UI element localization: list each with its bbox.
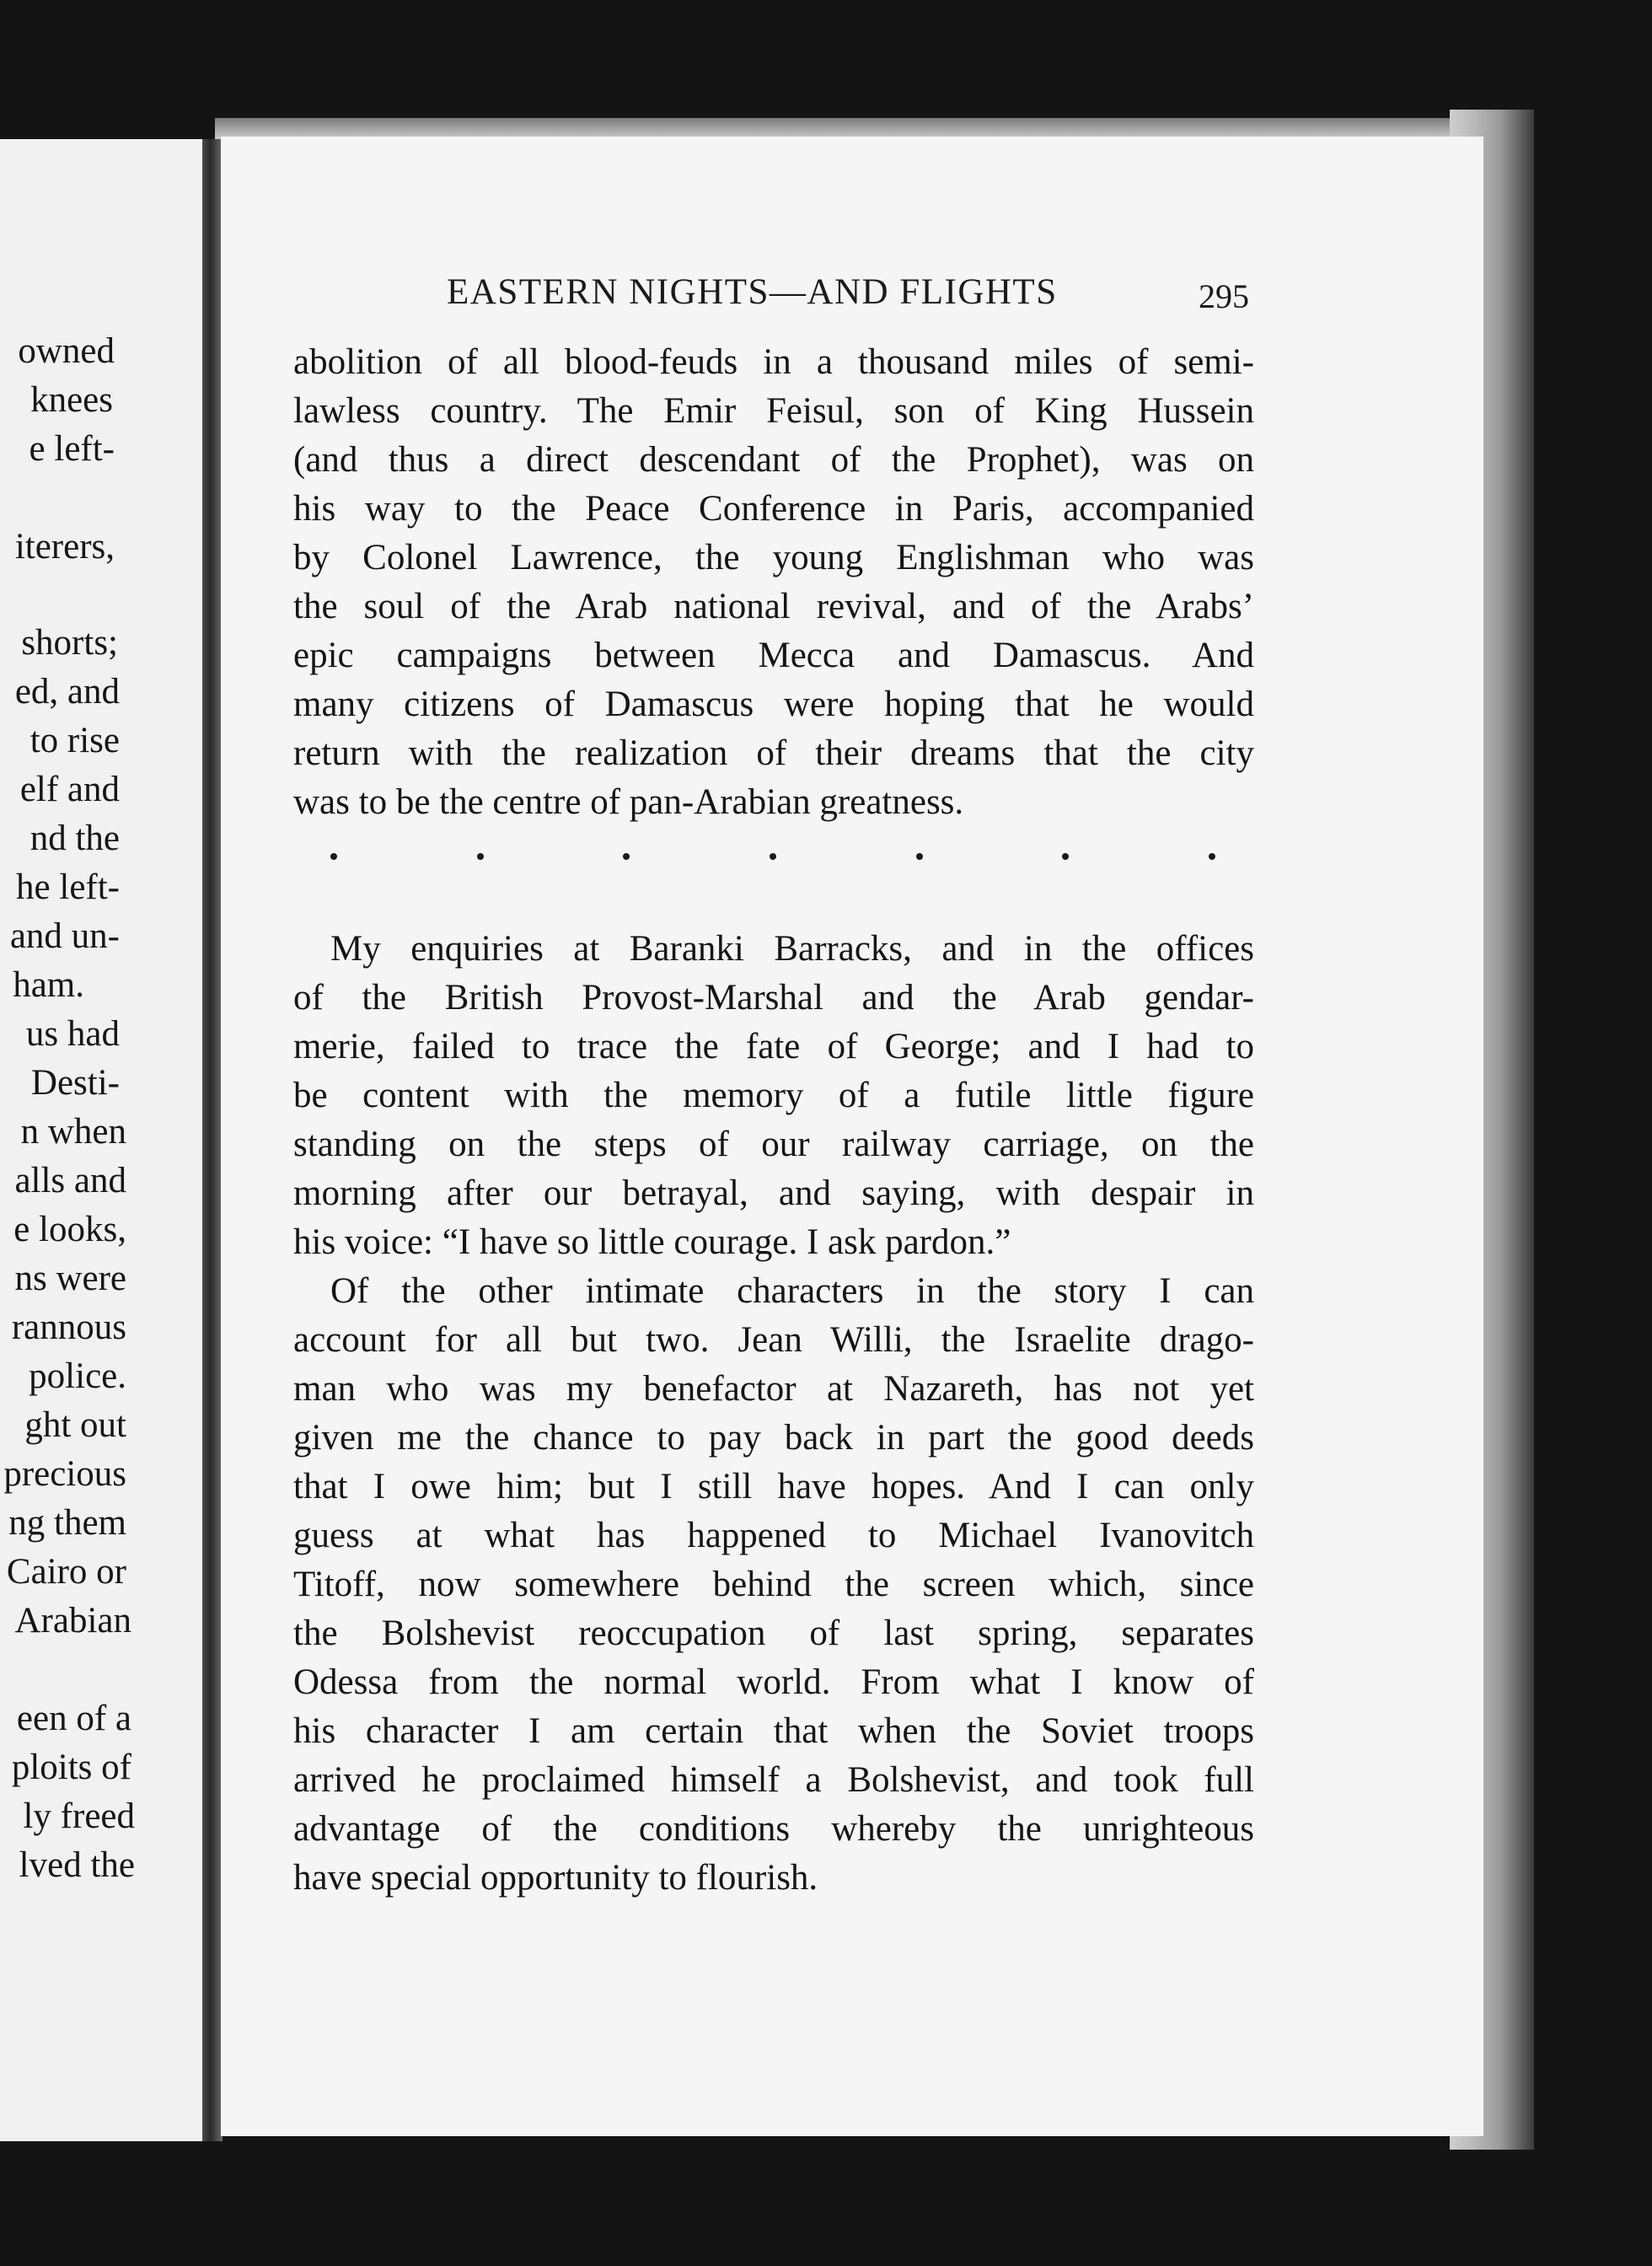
left-line-fragment: knees — [30, 380, 113, 420]
body-line: many citizens of Damascus were hoping that he would — [293, 685, 1254, 724]
left-line-fragment: een of a — [16, 1699, 131, 1738]
body-line: return with the realization of their dreams that the city — [293, 733, 1254, 773]
left-line-fragment: Desti- — [30, 1063, 120, 1103]
left-line-fragment: ploits of — [11, 1748, 131, 1787]
body-line: guess at what has happened to Michael Ivanovitch — [293, 1516, 1254, 1555]
body-line: abolition of all blood-feuds in a thousand miles of semi- — [293, 342, 1254, 382]
body-line: his voice: “I have so little courage. I ask pardon.” — [293, 1222, 1011, 1262]
body-line: the Bolshevist reoccupation of last spring, separates — [293, 1614, 1254, 1653]
body-line: Of the other intimate characters in the story I can — [330, 1271, 1254, 1311]
body-line: given me the chance to pay back in part the good deeds — [293, 1418, 1254, 1458]
body-line: be content with the memory of a futile little figure — [293, 1076, 1254, 1115]
left-line-fragment: alls and — [14, 1161, 126, 1200]
running-head: EASTERN NIGHTS—AND FLIGHTS — [447, 272, 1058, 312]
section-break-dot — [477, 853, 484, 860]
body-line: advantage of the conditions whereby the unrighteous — [293, 1809, 1254, 1849]
body-line: was to be the centre of pan-Arabian greatness. — [293, 782, 964, 822]
left-line-fragment: and un- — [9, 916, 120, 956]
body-line: his character I am certain that when the Soviet troops — [293, 1711, 1254, 1751]
left-line-fragment: owned — [18, 331, 115, 371]
left-line-fragment: us had — [25, 1014, 120, 1054]
body-line: his way to the Peace Conference in Paris, accompanied — [293, 489, 1254, 529]
left-line-fragment: he left- — [16, 867, 120, 907]
page-number: 295 — [1199, 277, 1249, 315]
body-line: account for all but two. Jean Willi, the Israelite drago- — [293, 1320, 1254, 1360]
left-line-fragment: e left- — [29, 429, 115, 469]
body-line: epic campaigns between Mecca and Damascus. And — [293, 636, 1254, 675]
left-line-fragment: ght out — [24, 1405, 126, 1445]
section-break-dot — [916, 853, 923, 860]
left-line-fragment: n when — [20, 1112, 126, 1152]
left-line-fragment: ng them — [8, 1503, 126, 1543]
body-line: man who was my benefactor at Nazareth, has not yet — [293, 1369, 1254, 1409]
section-break-dot — [330, 853, 337, 860]
left-line-fragment: precious — [3, 1454, 126, 1494]
section-break-dot — [623, 853, 630, 860]
left-line-fragment: shorts; — [21, 623, 118, 663]
body-line: Titoff, now somewhere behind the screen which, since — [293, 1565, 1254, 1604]
left-line-fragment: to rise — [30, 721, 120, 760]
body-line: arrived he proclaimed himself a Bolshevist, and took full — [293, 1760, 1254, 1800]
body-line: have special opportunity to flourish. — [293, 1858, 818, 1898]
left-line-fragment: ed, and — [14, 672, 120, 711]
left-line-fragment: rannous — [11, 1308, 126, 1347]
section-break-dot — [770, 853, 776, 860]
section-break-dots — [330, 853, 1215, 860]
body-line: My enquiries at Baranki Barracks, and in the offices — [330, 929, 1254, 969]
left-line-fragment: lved the — [19, 1845, 135, 1885]
left-line-fragment: ly freed — [23, 1796, 135, 1836]
section-break-dot — [1209, 853, 1215, 860]
left-line-fragment: Cairo or — [6, 1552, 126, 1592]
body-line: merie, failed to trace the fate of George; and I had to — [293, 1027, 1254, 1066]
book-gutter — [202, 139, 223, 2141]
body-line: that I owe him; but I still have hopes. And I can only — [293, 1467, 1254, 1506]
body-line: (and thus a direct descendant of the Prophet), was on — [293, 440, 1254, 480]
left-line-fragment: police. — [29, 1356, 126, 1396]
body-line: by Colonel Lawrence, the young Englishman who was — [293, 538, 1254, 577]
body-line: standing on the steps of our railway carriage, on the — [293, 1125, 1254, 1164]
body-line: morning after our betrayal, and saying, with despair in — [293, 1173, 1254, 1213]
body-line: of the British Provost-Marshal and the Arab gendar- — [293, 978, 1254, 1018]
body-line: lawless country. The Emir Feisul, son of King Hussein — [293, 391, 1254, 431]
left-line-fragment: e looks, — [13, 1210, 126, 1249]
left-facing-page — [0, 139, 202, 2141]
section-break-dot — [1062, 853, 1069, 860]
left-line-fragment: iterers, — [14, 527, 115, 566]
left-line-fragment: elf and — [19, 770, 120, 809]
body-line: Odessa from the normal world. From what I know of — [293, 1662, 1254, 1702]
left-line-fragment: ns were — [14, 1259, 126, 1298]
body-line: the soul of the Arab national revival, and of the Arabs’ — [293, 587, 1254, 626]
left-line-fragment: ham. — [13, 965, 84, 1005]
left-line-fragment: Arabian — [14, 1601, 131, 1640]
left-line-fragment: nd the — [30, 819, 120, 858]
